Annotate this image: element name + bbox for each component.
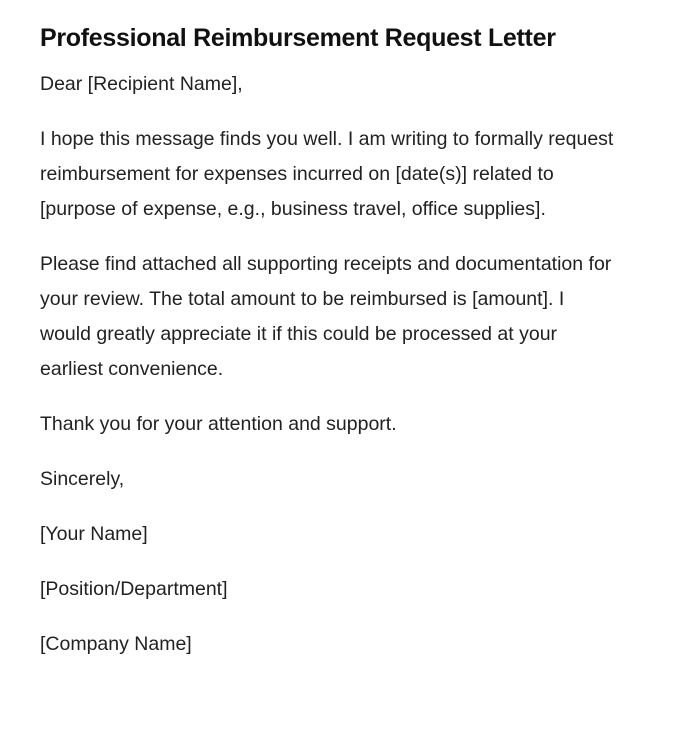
body-paragraph: I hope this message finds you well. I am writing to formally request reimbursement for expenses incurred on [date(s)] related to [purpose of expense, e.g., business travel, office supplies].: [40, 128, 614, 220]
salutation: Dear [Recipient Name],: [40, 73, 243, 95]
signature-company: [Company Name]: [40, 633, 192, 655]
signature-position: [Position/Department]: [40, 578, 228, 600]
body-paragraph: Thank you for your attention and support.: [40, 413, 397, 435]
closing: Sincerely,: [40, 468, 125, 490]
page-title: Professional Reimbursement Request Letter: [40, 24, 556, 52]
signature-name: [Your Name]: [40, 523, 148, 545]
body-paragraph: Please find attached all supporting receipts and documentation for your review. The total amount to be reimbursed is [amount]. I would greatly appreciate it if this could be processed at your earliest convenience.: [40, 253, 612, 380]
